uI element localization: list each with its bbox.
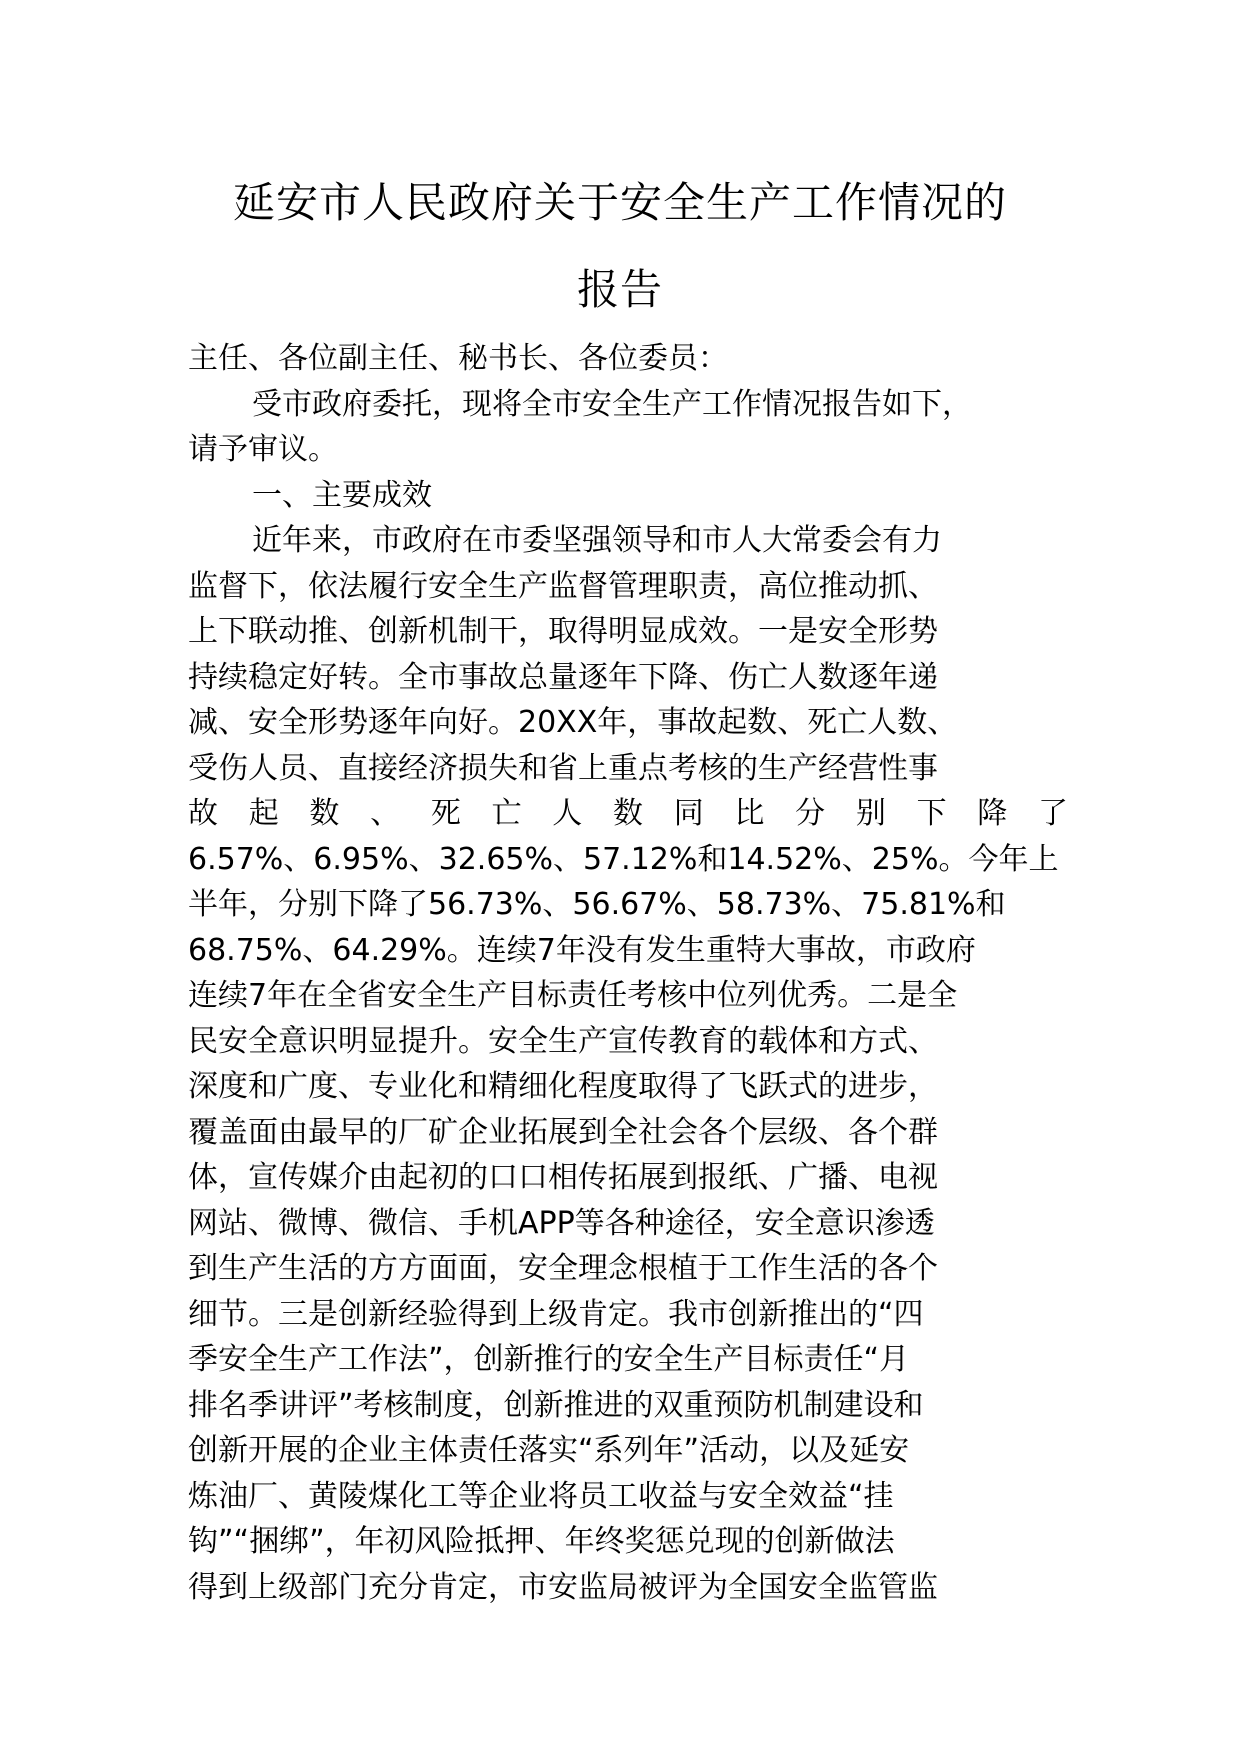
paragraph-line: 深度和广度、专业化和精细化程度取得了飞跃式的进步， bbox=[188, 1069, 938, 1104]
paragraph-line: 覆盖面由最早的厂矿企业拓展到全社会各个层级、各个群 bbox=[188, 1114, 938, 1150]
paragraph-line: 受市政府委托，现将全市安全生产工作情况报告如下， bbox=[252, 386, 972, 422]
document-body bbox=[188, 336, 1068, 1610]
justified-text: 故起数、死亡人数同比分别下降了 bbox=[188, 796, 1068, 831]
paragraph-line: 炼油厂、黄陵煤化工等企业将员工收益与安全效益“挂 bbox=[188, 1478, 894, 1514]
paragraph-line: 体，宣传媒介由起初的口口相传拓展到报纸、广播、电视 bbox=[188, 1160, 938, 1195]
paragraph-line: 减、安全形势逐年向好。20XX年，事故起数、死亡人数、 bbox=[188, 705, 958, 740]
document-title-line-2: 报告 bbox=[576, 265, 663, 314]
paragraph-line: 网站、微博、微信、手机APP等各种途径，安全意识渗透 bbox=[188, 1205, 935, 1241]
paragraph-line: 6.57%、6.95%、32.65%、57.12%和14.52%、25%。今年上 bbox=[188, 841, 1059, 877]
paragraph-line bbox=[188, 791, 1068, 837]
paragraph-line: 近年来，市政府在市委坚强领导和市人大常委会有力 bbox=[252, 523, 942, 558]
paragraph-line: 受伤人员、直接经济损失和省上重点考核的生产经营性事 bbox=[188, 750, 938, 786]
paragraph-line: 68.75%、64.29%。连续7年没有发生重特大事故，市政府 bbox=[188, 932, 976, 968]
paragraph-line: 钩”“捆绑”，年初风险抵押、年终奖惩兑现的创新做法 bbox=[188, 1524, 895, 1559]
paragraph-line: 得到上级部门充分肯定，市安监局被评为全国安全监管监 bbox=[188, 1569, 938, 1605]
paragraph-line: 到生产生活的方方面面，安全理念根植于工作生活的各个 bbox=[188, 1251, 938, 1286]
paragraph-line: 民安全意识明显提升。安全生产宣传教育的载体和方式、 bbox=[188, 1023, 938, 1059]
paragraph-line: 排名季讲评”考核制度，创新推进的双重预防机制建设和 bbox=[188, 1387, 924, 1423]
paragraph-line: 季安全生产工作法”，创新推行的安全生产目标责任“月 bbox=[188, 1342, 910, 1377]
paragraph-line: 创新开展的企业主体责任落实“系列年”活动，以及延安 bbox=[188, 1433, 910, 1468]
paragraph-line: 上下联动推、创新机制干，取得明显成效。一是安全形势 bbox=[188, 614, 938, 649]
paragraph-line: 监督下，依法履行安全生产监督管理职责，高位推动抓、 bbox=[188, 568, 938, 604]
paragraph-line: 细节。三是创新经验得到上级肯定。我市创新推出的“四 bbox=[188, 1296, 924, 1332]
paragraph-line: 半年，分别下降了56.73%、56.67%、58.73%、75.81%和 bbox=[188, 887, 1006, 922]
salutation: 主任、各位副主任、秘书长、各位委员： bbox=[188, 341, 728, 376]
paragraph-line: 连续7年在全省安全生产目标责任考核中位列优秀。二是全 bbox=[188, 978, 958, 1013]
section-heading: 一、主要成效 bbox=[252, 477, 432, 513]
document-title-line-1: 延安市人民政府关于安全生产工作情况的 bbox=[232, 178, 1007, 227]
paragraph-line: 持续稳定好转。全市事故总量逐年下降、伤亡人数逐年递 bbox=[188, 659, 938, 695]
paragraph-line: 请予审议。 bbox=[188, 432, 338, 467]
